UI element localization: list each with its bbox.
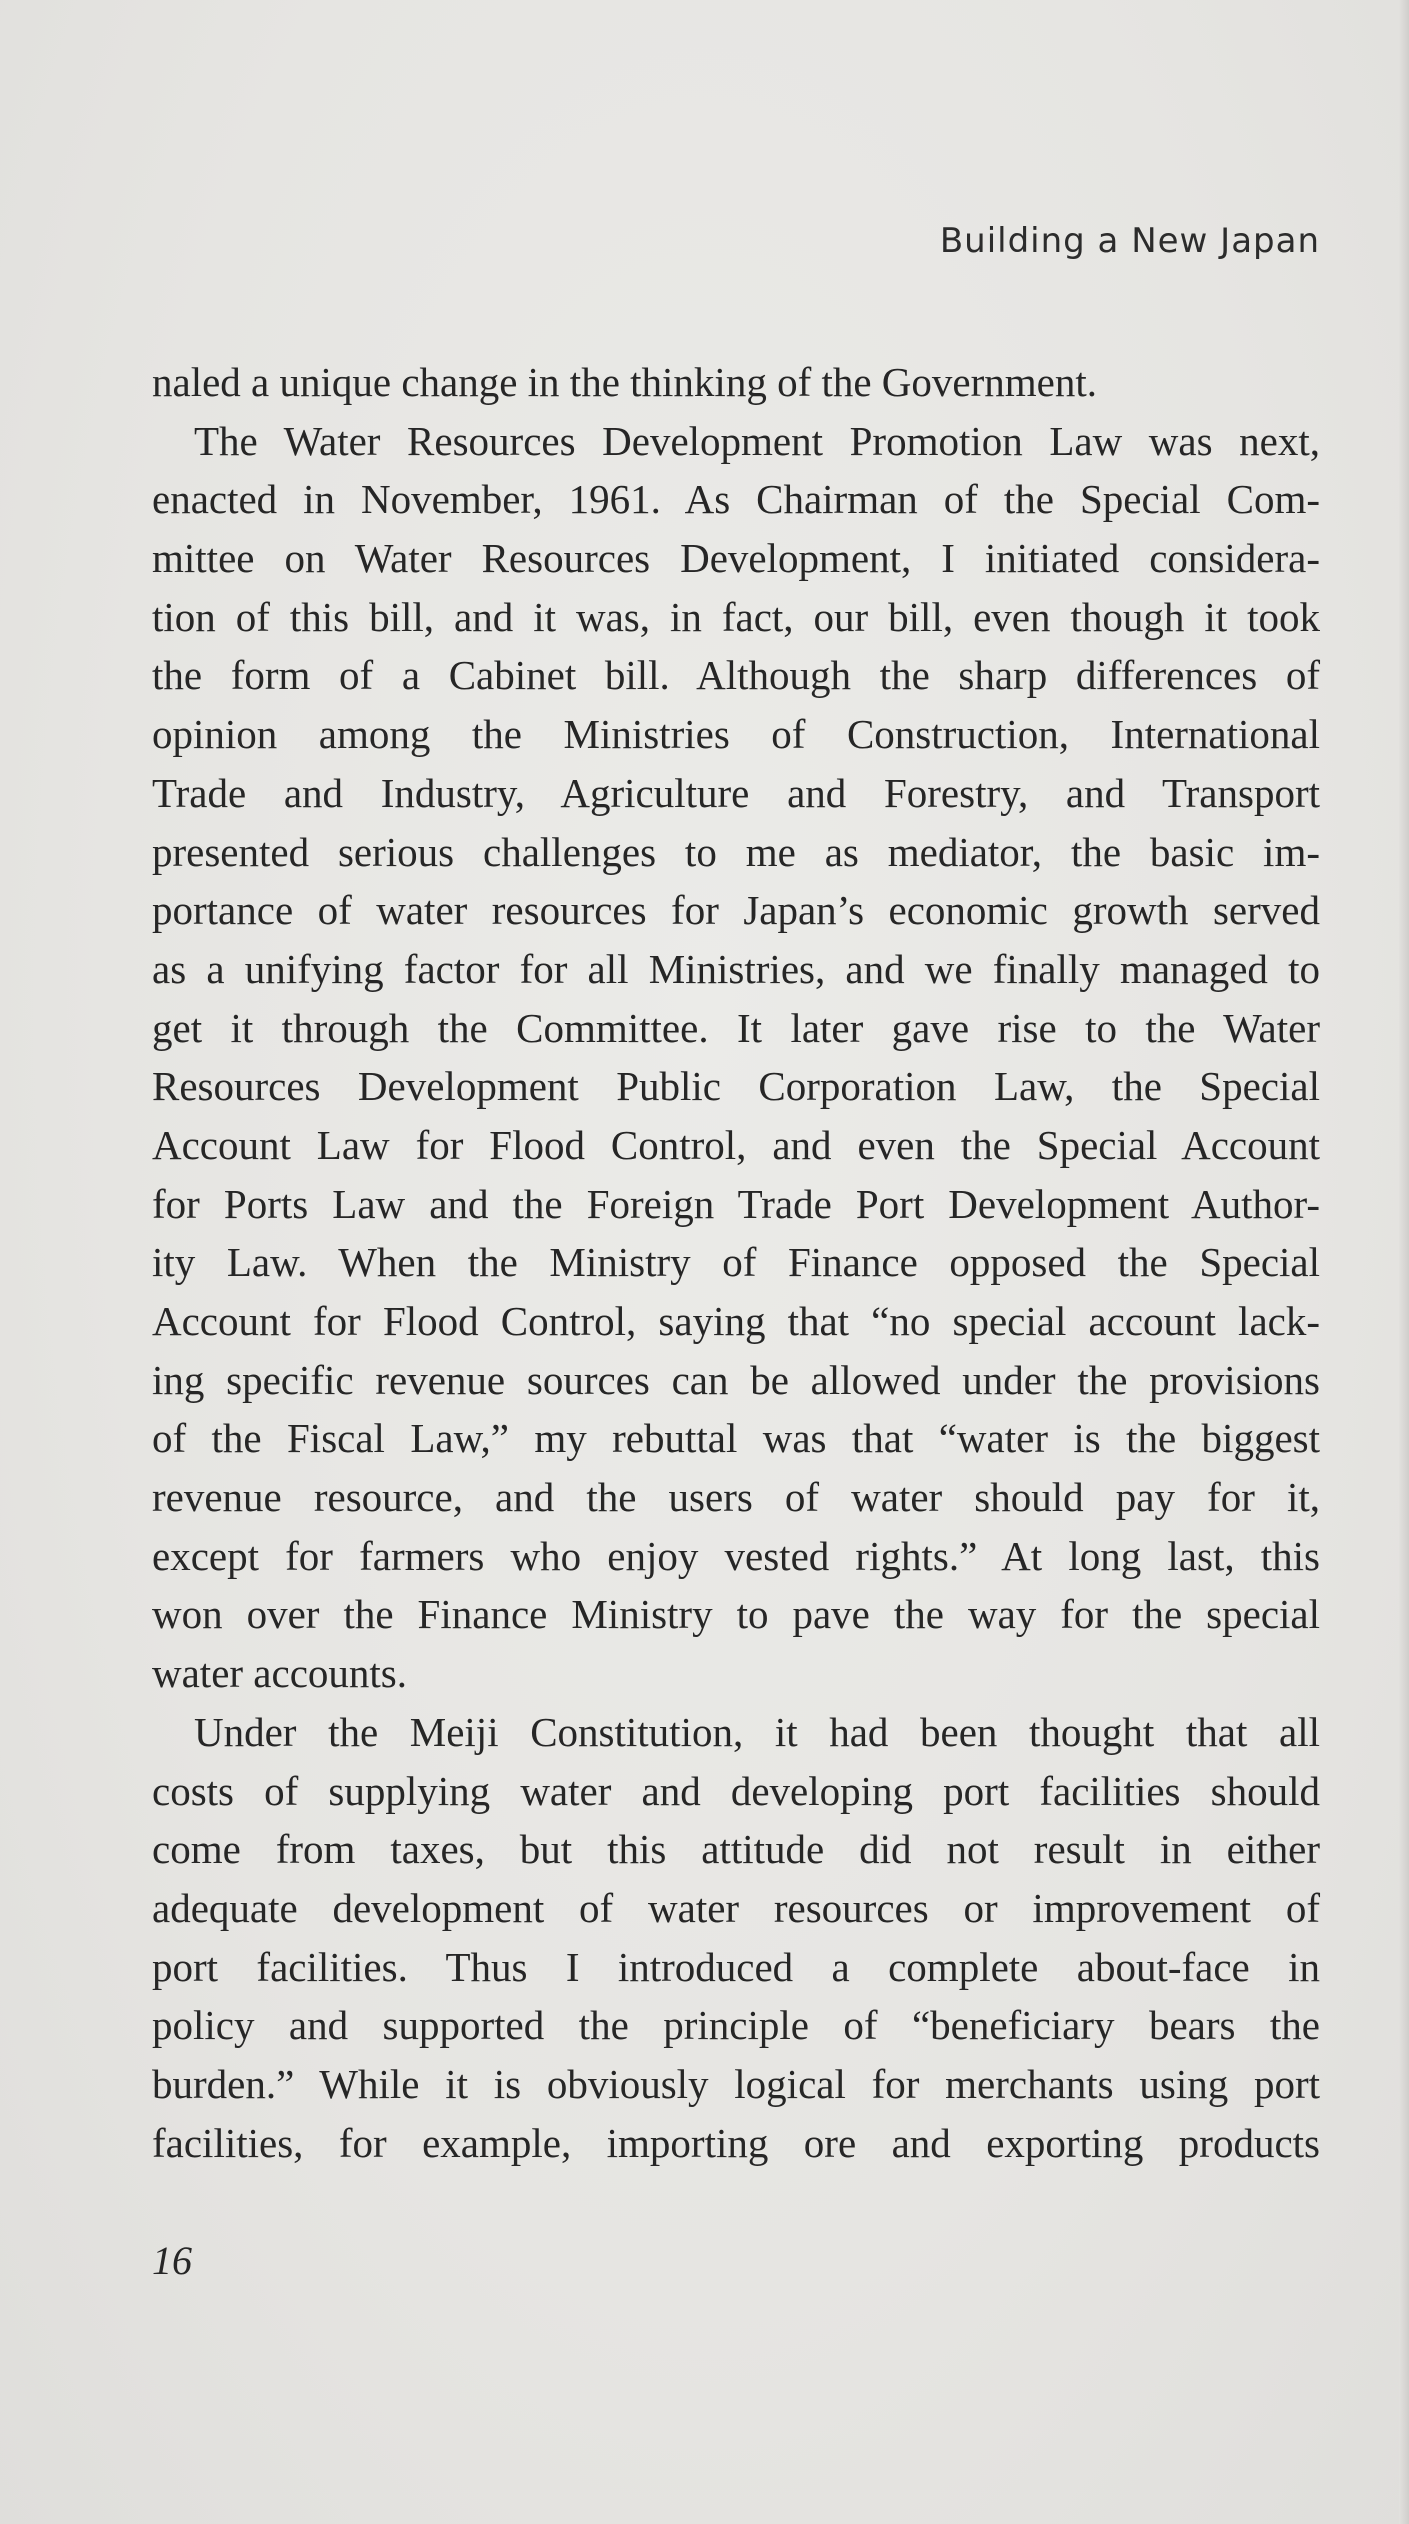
text-line: won over the Finance Ministry to pave the way for the special (152, 1591, 1320, 1638)
page-number: 16 (152, 2238, 192, 2283)
text-line: tion of this bill, and it was, in fact, our bill, even though it took (152, 593, 1320, 640)
body-text (152, 353, 1320, 2172)
text-line: as a unifying factor for all Ministries, and we finally managed to (152, 945, 1320, 992)
text-line: port facilities. Thus I introduced a complete about-face in (152, 1943, 1320, 1990)
text-line: Account for Flood Control, saying that “no special account lack- (152, 1298, 1320, 1344)
text-line: The Water Resources Development Promotion Law was next, (194, 417, 1320, 464)
text-line: of the Fiscal Law,” my rebuttal was that “water is the biggest (152, 1415, 1320, 1462)
text-line: enacted in November, 1961. As Chairman of the Special Com- (152, 476, 1320, 523)
text-line: Account Law for Flood Control, and even the Special Account (152, 1121, 1320, 1168)
text-line: come from taxes, but this attitude did not result in either (152, 1826, 1320, 1873)
text-line: naled a unique change in the thinking of the Government. (152, 359, 1098, 405)
text-line: policy and supported the principle of “beneficiary bears the (152, 2002, 1320, 2049)
text-line: ity Law. When the Ministry of Finance opposed the Special (152, 1239, 1320, 1286)
running-head: Building a New Japan (939, 221, 1320, 261)
text-line: Trade and Industry, Agriculture and Forestry, and Transport (152, 769, 1320, 816)
text-line: facilities, for example, importing ore and exporting products (152, 2119, 1320, 2166)
text-line: Under the Meiji Constitution, it had been thought that all (194, 1708, 1320, 1755)
text-line: Resources Development Public Corporation Law, the Special (152, 1063, 1320, 1110)
text-line: costs of supplying water and developing port facilities should (152, 1767, 1320, 1814)
text-line: portance of water resources for Japan’s economic growth served (152, 887, 1320, 934)
page-edge (1399, 0, 1409, 2524)
text-line: adequate development of water resources or improvement of (152, 1884, 1320, 1931)
text-line: opinion among the Ministries of Construction, International (152, 711, 1320, 758)
text-line: except for farmers who enjoy vested rights.” At long last, this (152, 1532, 1320, 1579)
text-line: revenue resource, and the users of water should pay for it, (152, 1474, 1320, 1521)
text-line: ing specific revenue sources can be allowed under the provisions (152, 1356, 1320, 1403)
text-line: for Ports Law and the Foreign Trade Port Development Author- (152, 1180, 1320, 1227)
text-line: get it through the Committee. It later gave rise to the Water (152, 1004, 1320, 1051)
text-line: the form of a Cabinet bill. Although the sharp differences of (152, 652, 1320, 699)
text-line: burden.” While it is obviously logical for merchants using port (152, 2060, 1320, 2107)
text-line: mittee on Water Resources Development, I initiated considera- (152, 535, 1320, 582)
text-line: water accounts. (152, 1650, 407, 1697)
text-line: presented serious challenges to me as mediator, the basic im- (152, 828, 1320, 875)
